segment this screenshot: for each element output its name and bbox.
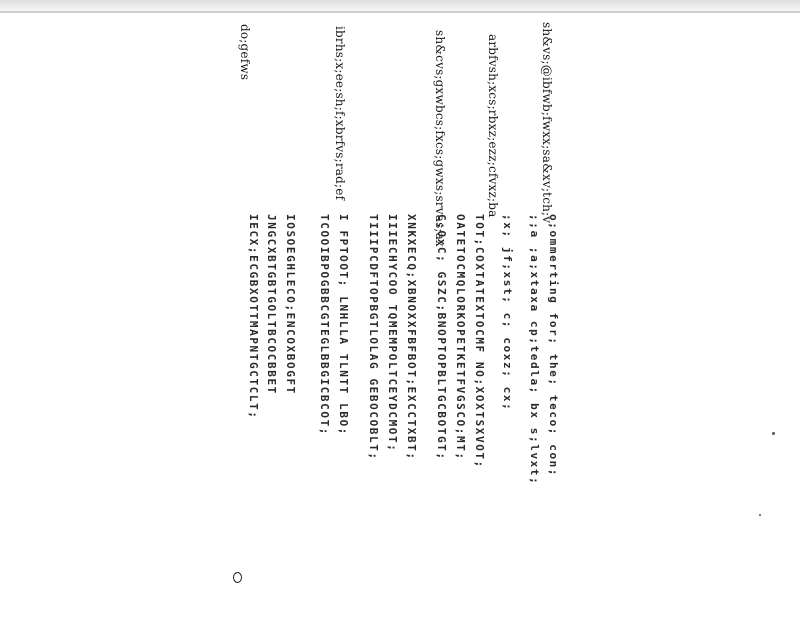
- body-line: TOT;COXTATEXTOCMF NO;XOXTSXVOT;: [473, 214, 486, 469]
- body-line: IECX;ECGBXOTTMAPNTGCTCLT;: [247, 214, 260, 420]
- body-line: C;OxC; GSZC;BNOPTOPBLTGCBOTGT;: [435, 214, 448, 461]
- circle-mark-icon: [233, 572, 242, 583]
- scan-edge-line: [0, 11, 800, 13]
- body-line: JNGCXBTGBTGOLTBCOCBBET: [265, 214, 278, 395]
- body-line: I FPTOOT; LNHLLA TLNTT LBO;: [337, 214, 350, 437]
- body-line: ;;a ;a;xtaxa cp;tedla; bx s;lvxt;: [528, 214, 541, 486]
- header-line-4: ibrhs;x;ee;sh;f;xbrfvs;rad;ef: [333, 26, 347, 201]
- speck-mark: [772, 432, 775, 435]
- body-line: IOSOEGHLECO;ENCOXBOGFT: [284, 214, 297, 395]
- body-line: TCOOIBPOGBBCGTEGLBBGICBCOT;: [318, 214, 331, 437]
- header-line-5: do;gefws: [238, 24, 252, 81]
- body-line: o;ommerting for; the; teco; con;: [547, 214, 560, 478]
- header-line-3: sh&cvs;gxwbcs;fxcs;gwxs;srvas;ax: [433, 30, 447, 247]
- body-line: OATETOCMQLORKOPETKETFVGSCO;MT;: [454, 214, 467, 461]
- speck-mark: [759, 514, 761, 516]
- body-line: TIIIPCDFTOPBGTLOLAG GEBOCOBLT;: [367, 214, 380, 461]
- header-line-2: arbfvsh;xcs;rbxz;ezz;cfvxz;ba: [486, 34, 500, 218]
- body-line: IIIECHYCOO TQMEMPOLTCEYDCMOT;: [386, 214, 399, 453]
- body-line: XNKXECQ;XBNOXXFBFBOT;EXCCTXBT;: [405, 214, 418, 461]
- body-line: ;x; jf;xst; c; coxz; cx;: [501, 214, 514, 412]
- header-line-1: sh&vs;@ibfwb;fwxx;sa&xv;tch;v: [540, 22, 554, 224]
